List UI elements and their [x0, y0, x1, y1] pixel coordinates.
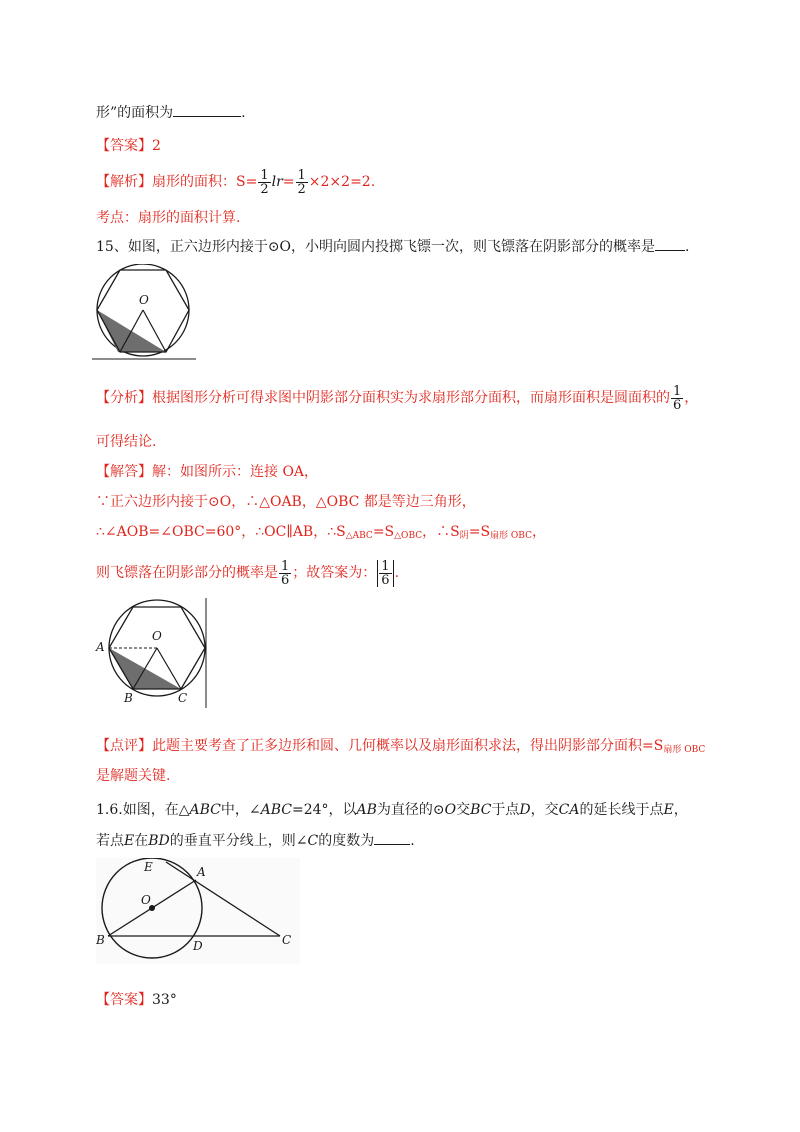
solution-tag: 【解答】	[96, 464, 152, 480]
label-e: E	[144, 860, 153, 874]
q14-tail-text: 形”的面积为	[96, 105, 174, 121]
key-point-14: 考点：扇形的面积计算.	[96, 210, 241, 226]
analysis-text: 根据图形分析可得求图中阴影部分面积实为求扇形部分面积，而扇形面积是圆面积的	[152, 390, 670, 406]
analysis-tag: 【分析】	[96, 390, 152, 406]
answer-14	[96, 136, 161, 156]
label-a: A	[96, 640, 105, 654]
question-16-line2: 若点E在BD的垂直平分线上，则∠C的度数为 .	[96, 830, 415, 851]
fraction-half-2: $\frac{1}{2}$	[297, 167, 306, 197]
analysis-15: 【分析】根据图形分析可得求图中阴影部分面积实为求扇形部分面积，而扇形面积是圆面积的 $\frac{1}{6}$ ，	[96, 383, 699, 413]
answer-value: 2	[152, 138, 161, 154]
answer-blank	[655, 236, 685, 251]
figure-hexagon-circle-2	[94, 598, 214, 708]
label-c: C	[178, 691, 188, 705]
analysis-14: 【解析】扇形的面积：S= $\frac{1}{2}$ lr= $\frac{1}{2}$ ×2×2=2.	[96, 167, 376, 197]
answer-16	[96, 990, 177, 1010]
q14-tail-line	[96, 102, 246, 123]
fraction-one-sixth-boxed: $\frac{1}{6}$	[377, 560, 393, 587]
question-16-line1: 1.6.如图，在△ABC中，∠ABC=24°，以AB为直径的⊙O交BC于点D，交CA的延长线于点E，	[96, 802, 688, 818]
solution-15-line4: 则飞镖落在阴影部分的概率是 $\frac{1}{6}$ ；故答案为： $\frac{1}{6}$ .	[96, 558, 400, 588]
label-o: O	[141, 893, 151, 907]
label-o: O	[152, 629, 162, 643]
comment-15-line2: 是解题关键.	[96, 768, 171, 784]
question-15: 15、如图，正六边形内接于⊙O，小明向圆内投掷飞镖一次，则飞镖落在阴影部分的概率是 .	[96, 236, 689, 257]
answer-blank	[173, 102, 241, 117]
analysis-tail: ×2×2=2.	[308, 174, 376, 190]
label-b: B	[124, 691, 133, 705]
label-a: A	[197, 865, 206, 879]
solution-15-line2: ∵正六边形内接于⊙O，∴△OAB，△OBC 都是等边三角形，	[96, 494, 476, 510]
figure-circle-triangle	[96, 858, 300, 964]
fraction-half: $\frac{1}{2}$	[260, 167, 269, 197]
question-15-text: 15、如图，正六边形内接于⊙O，小明向圆内投掷飞镖一次，则飞镖落在阴影部分的概率是	[96, 239, 656, 255]
lr-term: lr	[271, 174, 283, 190]
period: .	[241, 105, 246, 121]
figure-hexagon-circle-1	[92, 264, 196, 362]
label-c: C	[282, 933, 292, 947]
answer-blank	[374, 830, 410, 845]
answer-value: 33°	[152, 992, 177, 1008]
fraction-one-sixth: $\frac{1}{6}$	[673, 383, 682, 413]
fraction-one-sixth: $\frac{1}{6}$	[281, 558, 290, 588]
analysis-tag: 【解析】	[96, 174, 152, 190]
solution-15-line1: 【解答】解：如图所示：连接 OA，	[96, 464, 319, 480]
label-o: O	[139, 293, 149, 307]
comment-tag: 【点评】	[96, 738, 152, 754]
answer-tag: 【答案】	[96, 992, 152, 1008]
label-d: D	[193, 939, 203, 953]
analysis-text: 扇形的面积：S=	[152, 174, 258, 190]
analysis-15-line2: 可得结论.	[96, 434, 157, 450]
solution-15-line3: ∴∠AOB=∠OBC=60°，∴OC∥AB，$\therefore S_{\triangle ABC}=S_{\triangle OBC}$，$\therefore S_阴=S_{扇形 OBC}$，	[96, 524, 546, 541]
answer-tag: 【答案】	[96, 138, 152, 154]
comment-15: 【点评】此题主要考查了正多边形和圆、几何概率以及扇形面积求法，得出阴影部分面积$=S_{扇形 OBC}$	[96, 738, 706, 755]
label-b: B	[96, 933, 105, 947]
